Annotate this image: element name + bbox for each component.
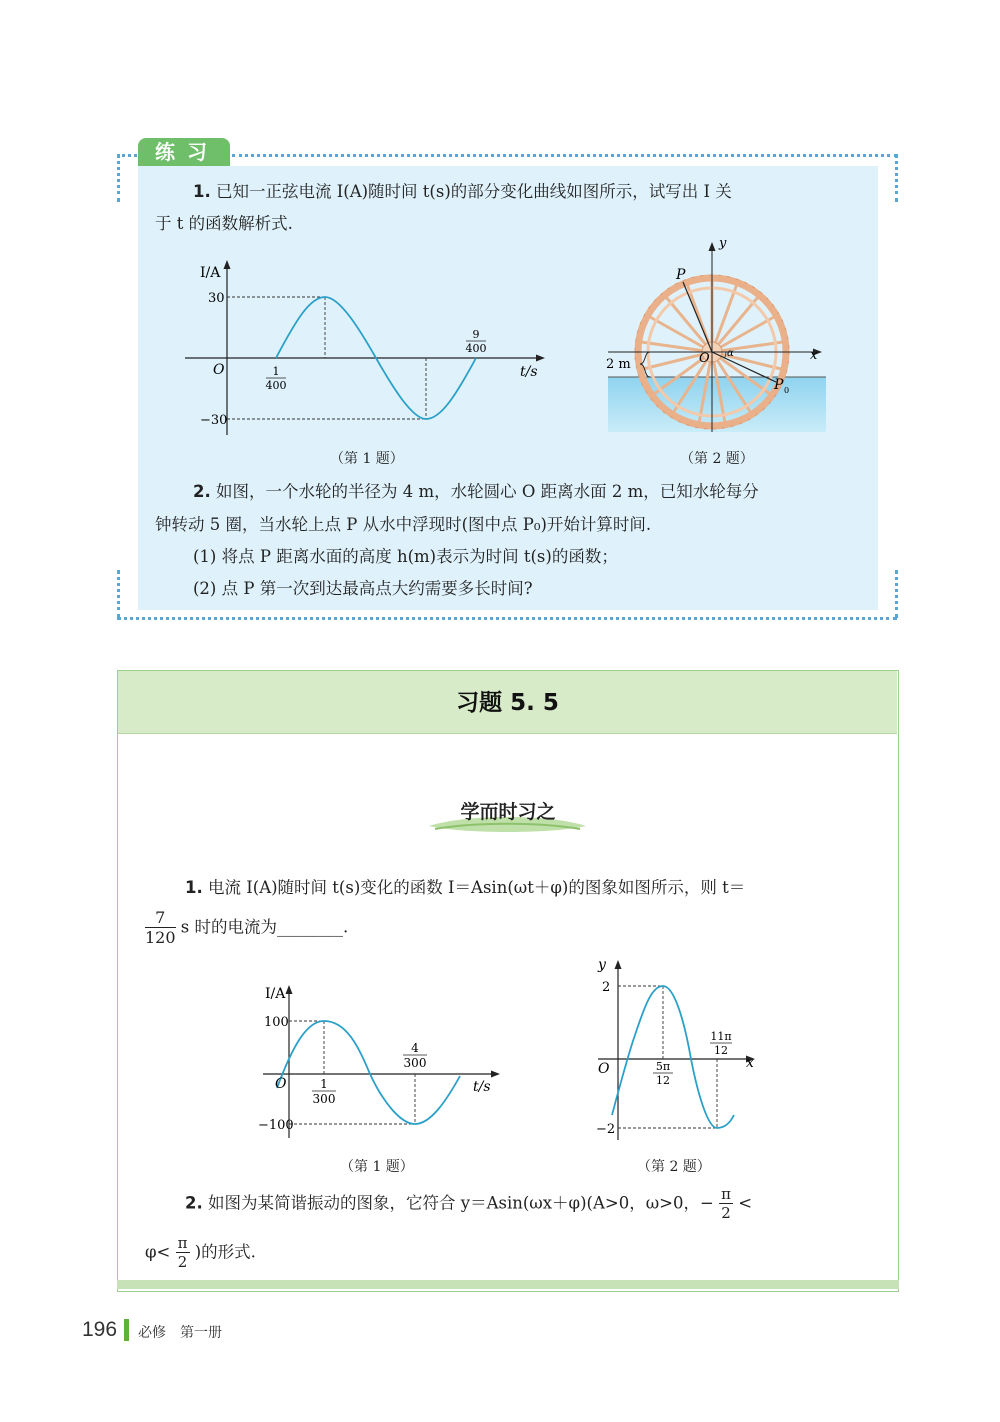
problems-graph1-caption: （第 1 题）	[340, 1159, 414, 1175]
radius-to-P	[683, 282, 712, 352]
practice-graph2-waterwheel	[600, 237, 835, 437]
graph1-ylabel: I/A	[200, 265, 221, 281]
problems-title: 习题 5. 5	[456, 690, 559, 716]
problems-q2-pi-den-2: 2	[177, 1253, 188, 1271]
practice-left-border-top	[117, 154, 120, 202]
problems-graph2-caption: （第 2 题）	[637, 1159, 711, 1175]
pgraph1-x2-num: 4	[411, 1041, 419, 1055]
problems-q2-number: 2.	[185, 1193, 203, 1213]
practice-graph1	[180, 255, 560, 445]
pgraph1-x1-num: 1	[320, 1077, 328, 1091]
problems-subtitle: 学而时习之	[460, 801, 556, 823]
wheel-ylabel: y	[719, 237, 727, 251]
graph1-ymin: −30	[200, 413, 228, 428]
practice-p1-line2: 于 t 的函数解析式.	[155, 214, 293, 233]
problems-q1-frac-den: 120	[145, 928, 176, 947]
problems-graph1	[255, 978, 505, 1143]
problems-q1-frac-num: 7	[145, 910, 176, 928]
practice-p2-line3: (1) 将点 P 距离水面的高度 h(m)表示为时间 t(s)的函数；	[193, 547, 618, 566]
problems-q2-pi-fraction	[719, 1187, 733, 1221]
problems-q2-pi-den: 2	[721, 1204, 731, 1222]
page-number: 196	[82, 1318, 118, 1341]
problems-q2-line2	[145, 1236, 256, 1270]
pgraph2-xlabel: x	[746, 1055, 754, 1071]
problems-q1-fraction	[145, 910, 176, 946]
problems-q1-line2	[145, 910, 348, 946]
practice-p2-line4: (2) 点 P 第一次到达最高点大约需要多长时间?	[193, 579, 533, 598]
problems-q2-text2: )的形式.	[194, 1242, 256, 1262]
problems-q1-text1: 电流 I(A)随时间 t(s)变化的函数 I＝Asin(ωt＋φ)的图象如图所示，则 t＝	[208, 878, 746, 897]
practice-label: 练习	[138, 138, 230, 166]
practice-left-border-bottom	[117, 570, 120, 618]
problems-q2-lt: <	[738, 1193, 753, 1213]
pgraph2-sine-curve	[612, 986, 734, 1128]
problems-q2-pi-num: π	[721, 1185, 731, 1203]
problems-q1-text2: s 时的电流为________.	[180, 917, 349, 937]
pgraph2-origin: O	[598, 1061, 610, 1077]
wheel-height-label: 2 m	[606, 357, 631, 372]
problems-q1-number: 1.	[185, 878, 203, 897]
wheel-point-P0-sub: 0	[784, 386, 790, 395]
practice-p2-number: 2.	[193, 482, 211, 501]
practice-top-border-left	[117, 154, 137, 157]
practice-graph2-caption: （第 2 题）	[680, 451, 754, 467]
graph1-origin: O	[213, 362, 225, 378]
practice-p1-line1	[193, 180, 732, 203]
problems-bottom-bar	[117, 1280, 899, 1289]
wheel-xlabel: x	[810, 348, 818, 363]
pgraph2-y-arrow	[615, 960, 622, 969]
pgraph2-x1-num: 5π	[655, 1060, 671, 1073]
wheel-angle-label: α	[727, 348, 734, 359]
problems-q2-line1	[185, 1187, 752, 1221]
pgraph2-ymax: 2	[602, 980, 611, 995]
pgraph1-x2-den: 300	[403, 1056, 427, 1070]
graph1-ymax: 30	[208, 291, 225, 306]
pgraph2-x2-den: 12	[714, 1044, 728, 1057]
graph1-xlabel: t/s	[520, 364, 538, 380]
graph1-x1-den: 400	[265, 379, 287, 392]
practice-graph1-caption: （第 1 题）	[330, 451, 404, 467]
pgraph1-sine-curve	[277, 1021, 460, 1124]
pgraph1-ymax: 100	[264, 1015, 289, 1030]
pgraph1-ylabel: I/A	[265, 986, 286, 1002]
book-title: 必修 第一册	[138, 1325, 222, 1341]
graph1-y-arrow	[224, 260, 231, 269]
problems-q2-pi-fraction-2	[176, 1236, 190, 1270]
problems-graph2	[590, 955, 765, 1145]
practice-p2-text1: 如图，一个水轮的半径为 4 m，水轮圆心 O 距离水面 2 m，已知水轮每分	[216, 482, 759, 501]
problems-q1-line1	[185, 876, 745, 899]
pgraph1-ymin: −100	[258, 1118, 294, 1133]
practice-right-border-top	[895, 154, 898, 202]
graph1-x-arrow	[536, 355, 545, 362]
pgraph2-x1-den: 12	[656, 1074, 670, 1087]
practice-p2-line2: 钟转动 5 圈，当水轮上点 P 从水中浮现时(图中点 P₀)开始计算时间.	[155, 515, 652, 534]
pgraph1-x-arrow	[491, 1071, 500, 1078]
pgraph2-ylabel: y	[598, 957, 606, 973]
pgraph1-xlabel: t/s	[473, 1079, 491, 1095]
graph1-x2-den: 400	[465, 342, 487, 355]
problems-q2-pi-num-2: π	[177, 1234, 188, 1252]
problems-q2-text1: 如图为某简谐振动的图象，它符合 y＝Asin(ωx＋φ)(A>0，ω>0，−	[208, 1193, 714, 1213]
practice-right-border-bottom	[895, 570, 898, 618]
problems-q2-phi-lt: φ<	[145, 1242, 171, 1262]
pgraph1-x1-den: 300	[312, 1092, 336, 1106]
pgraph2-ymin: −2	[596, 1122, 616, 1137]
footer-accent-bar	[124, 1319, 129, 1341]
wheel-origin: O	[699, 351, 710, 366]
practice-p1-number: 1.	[193, 182, 211, 201]
practice-bottom-border	[117, 617, 897, 620]
pgraph2-x2-num: 11π	[710, 1030, 732, 1043]
practice-top-border-right	[232, 154, 897, 157]
practice-p2-line1	[193, 480, 759, 503]
graph1-x2-num: 9	[472, 328, 480, 341]
graph1-x1-num: 1	[272, 365, 280, 378]
wheel-point-P0: P	[774, 377, 784, 393]
pgraph1-origin: O	[275, 1076, 287, 1092]
wheel-point-P: P	[676, 267, 686, 283]
wheel-y-arrow	[709, 242, 716, 251]
practice-p1-text1: 已知一正弦电流 I(A)随时间 t(s)的部分变化曲线如图所示，试写出 I 关	[216, 182, 732, 201]
pgraph1-y-arrow	[286, 985, 293, 994]
